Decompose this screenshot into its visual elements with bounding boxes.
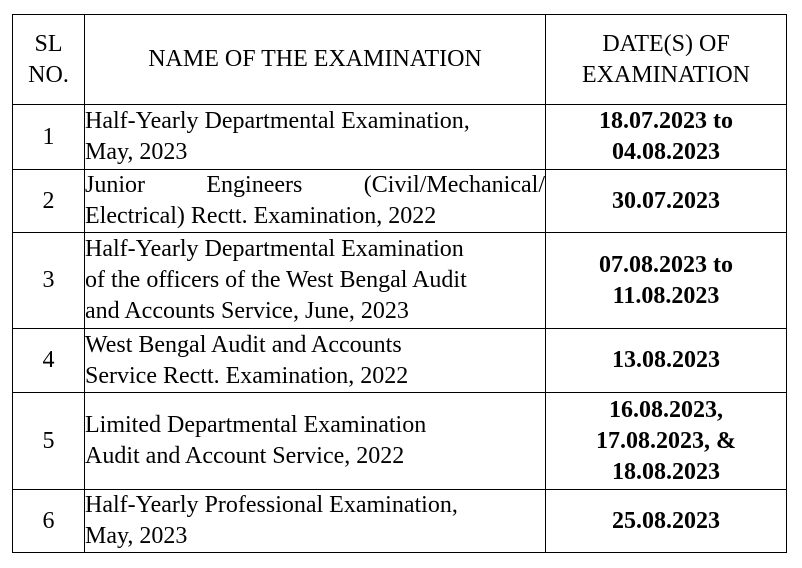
header-date-line1: DATE(S) OF [602, 30, 730, 57]
header-sl-line1: SL [34, 30, 63, 57]
table-row [13, 490, 787, 553]
exam-name-line: Service Rectt. Examination, 2022 [85, 362, 409, 389]
table-row [13, 105, 787, 170]
row-sl-no: 1 [13, 105, 85, 170]
row-sl-no: 5 [13, 393, 85, 490]
row-sl-no: 2 [13, 170, 85, 233]
header-name-text: NAME OF THE EXAMINATION [148, 46, 482, 72]
row-exam-name [85, 393, 546, 490]
row-exam-name [85, 105, 546, 170]
table-row [13, 170, 787, 233]
row-sl-no: 6 [13, 490, 85, 553]
header-sl-no [13, 15, 85, 105]
exam-name-line: Limited Departmental Examination [85, 412, 427, 438]
row-exam-name [85, 490, 546, 553]
row-exam-dates [546, 490, 787, 553]
table-header [13, 15, 787, 105]
table-row [13, 329, 787, 393]
row-sl-no: 4 [13, 329, 85, 393]
exam-name-line: Half-Yearly Professional Examination, [85, 492, 458, 518]
exam-name-line: Half-Yearly Departmental Examination, [85, 108, 470, 134]
header-row [13, 15, 787, 105]
exam-name-line: May, 2023 [85, 523, 188, 549]
examination-schedule-table [12, 14, 787, 553]
row-exam-dates [546, 393, 787, 490]
exam-name-line: of the officers of the West Bengal Audit [85, 267, 467, 293]
exam-date-line: 11.08.2023 [612, 282, 720, 309]
exam-date-line: 07.08.2023 to [599, 251, 733, 278]
exam-name-line: Electrical) Rectt. Examination, 2022 [85, 203, 437, 229]
exam-date-line: 13.08.2023 [612, 347, 720, 373]
header-exam-dates [546, 15, 787, 105]
exam-date-line: 16.08.2023, [609, 396, 723, 423]
exam-name-line: and Accounts Service, June, 2023 [85, 298, 409, 324]
table-body [13, 105, 787, 553]
exam-date-line: 18.08.2023 [612, 458, 720, 485]
exam-date-line: 17.08.2023, & [596, 427, 736, 454]
row-exam-dates [546, 105, 787, 170]
table-row [13, 393, 787, 490]
exam-date-line: 30.07.2023 [612, 187, 720, 214]
row-exam-name [85, 170, 546, 233]
header-sl-line2: NO. [28, 61, 69, 88]
row-exam-dates [546, 233, 787, 329]
exam-date-line: 04.08.2023 [612, 139, 720, 165]
exam-date-line: 18.07.2023 to [599, 108, 733, 134]
exam-name-line: Half-Yearly Departmental Examination [85, 236, 464, 262]
row-exam-name [85, 233, 546, 329]
exam-name-line: Junior Engineers (Civil/Mechanical/ [85, 172, 545, 198]
row-exam-dates [546, 329, 787, 393]
exam-name-line: Audit and Account Service, 2022 [85, 443, 405, 469]
exam-name-line: West Bengal Audit and Accounts [85, 331, 402, 358]
row-exam-dates [546, 170, 787, 233]
exam-date-line: 25.08.2023 [612, 507, 720, 534]
row-sl-no: 3 [13, 233, 85, 329]
row-exam-name [85, 329, 546, 393]
header-date-line2: EXAMINATION [582, 61, 750, 88]
exam-name-line: May, 2023 [85, 139, 188, 165]
table-row [13, 233, 787, 329]
header-exam-name [85, 15, 546, 105]
